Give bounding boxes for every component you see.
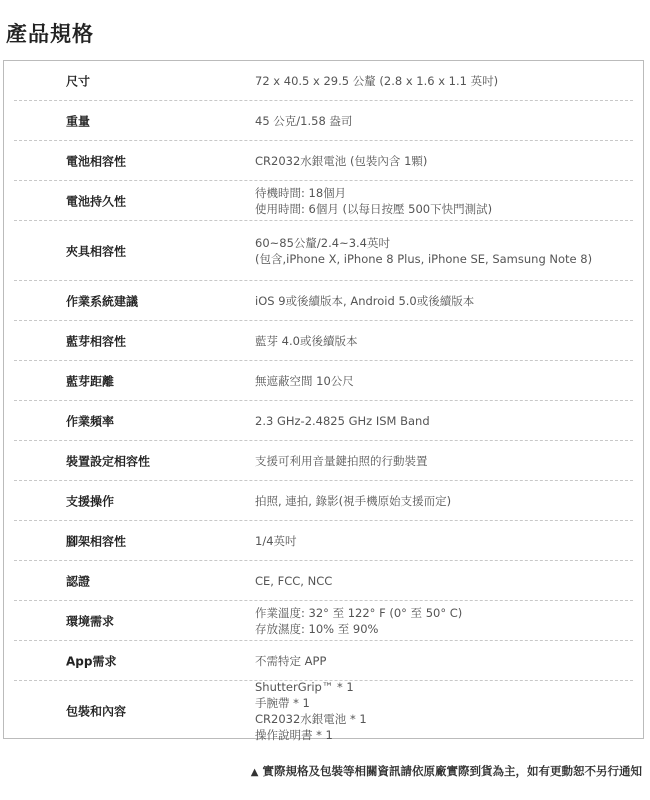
spec-row — [4, 361, 643, 401]
spec-value-line: 存放濕度: 10% 至 90% — [255, 622, 379, 636]
footnote-text: 實際規格及包裝等相關資訊請依原廠實際到貨為主，如有更動恕不另行通知 — [262, 764, 642, 778]
spec-value-line: 使用時間: 6個月 (以每日按壓 500下快門測試) — [255, 202, 493, 216]
spec-row — [4, 61, 643, 101]
spec-label: 認證 — [66, 574, 91, 589]
spec-value — [255, 113, 352, 129]
spec-value — [255, 413, 430, 429]
spec-value-line: 45 公克/1.58 盎司 — [255, 114, 353, 128]
spec-value-line: 無遮蔽空間 10公尺 — [255, 374, 354, 388]
spec-label: 夾具相容性 — [66, 244, 127, 259]
spec-value — [255, 73, 498, 89]
spec-row — [4, 221, 643, 281]
spec-row — [4, 281, 643, 321]
spec-table — [3, 60, 644, 742]
spec-row — [4, 401, 643, 441]
spec-value-line: 拍照, 連拍, 錄影(視手機原始支援而定) — [255, 494, 452, 508]
spec-value-line: CR2032水銀電池 * 1 — [255, 711, 367, 726]
spec-value — [255, 493, 451, 509]
spec-label: 支援操作 — [66, 494, 115, 509]
spec-row — [4, 141, 643, 181]
spec-value — [255, 653, 326, 669]
spec-value — [255, 373, 354, 389]
spec-label: 電池相容性 — [66, 154, 127, 169]
spec-value-line: ShutterGrip™ * 1 — [255, 679, 354, 694]
spec-value-line: 待機時間: 18個月 — [255, 186, 347, 200]
spec-label: 包裝和內容 — [66, 704, 127, 718]
spec-label: 作業系統建議 — [66, 294, 139, 309]
spec-value-line: CE, FCC, NCC — [255, 574, 333, 588]
spec-value-line: 作業溫度: 32° 至 122° F (0° 至 50° C) — [255, 606, 463, 620]
spec-row — [4, 101, 643, 141]
page-title: 產品規格 — [6, 22, 94, 46]
spec-value-line: 支援可利用音量鍵拍照的行動裝置 — [255, 454, 428, 468]
spec-label: 裝置設定相容性 — [66, 454, 151, 469]
spec-label: 環境需求 — [66, 614, 115, 629]
spec-row — [4, 641, 643, 681]
spec-value — [255, 293, 474, 309]
spec-value — [255, 573, 332, 589]
spec-value-line: 72 x 40.5 x 29.5 公釐 (2.8 x 1.6 x 1.1 英吋) — [255, 74, 499, 88]
triangle-up-icon: ▲ — [250, 767, 259, 778]
spec-label: 藍芽距離 — [66, 374, 115, 389]
spec-value — [255, 679, 367, 743]
spec-label: App需求 — [66, 654, 117, 669]
spec-row — [4, 561, 643, 601]
spec-value-line: 操作說明書 * 1 — [255, 727, 333, 742]
spec-value-line: 藍芽 4.0或後續版本 — [255, 334, 358, 348]
spec-label: 作業頻率 — [66, 414, 115, 429]
spec-row — [4, 321, 643, 361]
spec-value-line: 60~85公釐/2.4~3.4英吋 — [255, 236, 390, 250]
spec-value-line: 1/4英吋 — [255, 534, 297, 548]
spec-value-line: 手腕帶 * 1 — [255, 695, 310, 710]
spec-value — [255, 185, 492, 217]
footnote — [251, 763, 642, 779]
spec-label: 藍芽相容性 — [66, 334, 127, 349]
spec-row — [4, 181, 643, 221]
spec-row — [4, 521, 643, 561]
spec-value — [255, 235, 592, 267]
spec-value-line: (包含,iPhone X, iPhone 8 Plus, iPhone SE, Samsung Note 8) — [255, 252, 593, 266]
spec-value-line: CR2032水銀電池 (包裝內含 1顆) — [255, 154, 428, 168]
spec-label: 尺寸 — [66, 74, 91, 89]
spec-label: 電池持久性 — [66, 194, 127, 209]
spec-value-line: iOS 9或後續版本, Android 5.0或後續版本 — [255, 294, 475, 308]
spec-value-line: 2.3 GHz-2.4825 GHz ISM Band — [255, 414, 430, 428]
spec-label: 腳架相容性 — [66, 534, 127, 549]
spec-value — [255, 153, 427, 169]
spec-row — [4, 601, 643, 641]
spec-label: 重量 — [66, 114, 91, 129]
spec-value — [255, 333, 357, 349]
spec-row — [4, 681, 643, 740]
spec-value — [255, 533, 297, 549]
spec-value — [255, 453, 428, 469]
spec-row — [4, 481, 643, 521]
spec-row — [4, 441, 643, 481]
spec-value — [255, 605, 462, 637]
spec-value-line: 不需特定 APP — [255, 654, 327, 668]
